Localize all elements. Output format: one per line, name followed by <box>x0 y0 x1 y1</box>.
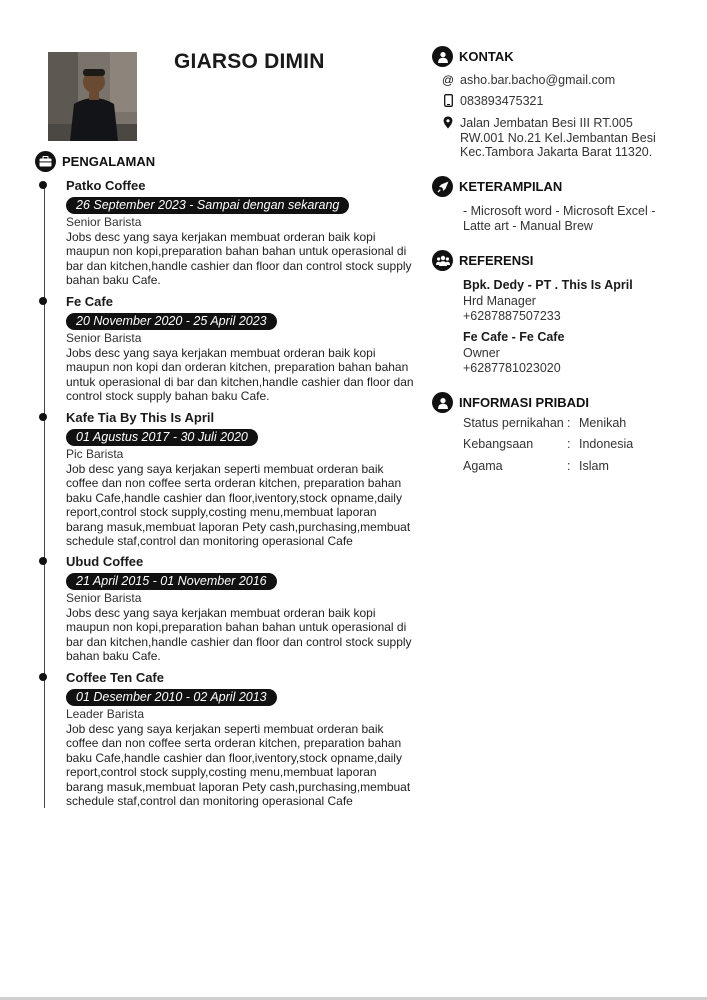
experience-title: PENGALAMAN <box>62 154 156 169</box>
job-description: Jobs desc yang saya kerjakan membuat orderan baik kopi maupun non kopi dan orderan kitchen, preparation bahan bahan untuk operasional di bar dan kitchen,handle cashier dan floor dan control stock supply bahan baku Cafe. <box>66 345 414 403</box>
user-icon <box>432 392 453 413</box>
job-role: Senior Barista <box>66 215 142 229</box>
at-sign-icon: @ <box>441 73 455 87</box>
period-badge: 26 September 2023 - Sampai dengan sekarang <box>66 197 349 214</box>
timeline-dot <box>39 557 47 565</box>
personal-row: Kebangsaan : Indonesia <box>463 437 634 451</box>
group-icon <box>432 250 453 271</box>
reference-details <box>463 346 561 375</box>
timeline-dot <box>39 297 47 305</box>
skills-title: KETERAMPILAN <box>459 179 563 194</box>
company-name: Patko Coffee <box>66 178 146 193</box>
period-badge: 21 April 2015 - 01 November 2016 <box>66 573 277 590</box>
job-role: Senior Barista <box>66 331 142 345</box>
experience-item <box>66 670 436 809</box>
references-header <box>432 250 533 271</box>
company-name: Kafe Tia By This Is April <box>66 410 215 425</box>
timeline-line <box>44 184 45 808</box>
timeline-dot <box>39 673 47 681</box>
contact-address <box>442 116 656 160</box>
experience-item <box>66 178 436 288</box>
profile-photo <box>48 52 137 141</box>
personal-row: Status pernikahan : Menikah <box>463 416 627 430</box>
period-badge: 20 November 2020 - 25 April 2023 <box>66 313 277 330</box>
phone-text: 083893475321 <box>460 94 544 108</box>
rocket-icon <box>432 176 453 197</box>
personal-header <box>432 392 589 413</box>
skills-list: - Microsoft word - Microsoft Excel - Latte art - Manual Brew <box>463 204 656 233</box>
job-description: Jobs desc yang saya kerjakan membuat orderan baik kopi maupun non kopi,preparation bahan bahan untuk operasional di bar dan kitchen,handle cashier dan floor dan control stock supply bahan baku Cafe. <box>66 229 412 287</box>
job-role: Leader Barista <box>66 707 145 721</box>
location-pin-icon <box>442 116 454 129</box>
reference-position: Owner <box>463 346 500 360</box>
briefcase-icon <box>35 151 56 172</box>
experience-item <box>66 554 436 664</box>
reference-name: Bpk. Dedy - PT . This Is April <box>463 278 633 292</box>
reference-phone: +6287781023020 <box>463 360 561 375</box>
job-role: Senior Barista <box>66 591 142 605</box>
timeline-dot <box>39 181 47 189</box>
contact-title: KONTAK <box>459 49 514 64</box>
experience-header <box>35 151 155 172</box>
job-role: Pic Barista <box>66 447 124 461</box>
references-title: REFERENSI <box>459 253 534 268</box>
address-text: Jalan Jembatan Besi III RT.005 RW.001 No.21 Kel.Jembantan Besi Kec.Tambora Jakarta Barat 11320. <box>460 116 656 159</box>
contact-header <box>432 46 514 67</box>
experience-item <box>66 410 436 549</box>
timeline-dot <box>39 413 47 421</box>
skills-header <box>432 176 562 197</box>
company-name: Coffee Ten Cafe <box>66 670 164 685</box>
period-badge: 01 Desember 2010 - 02 April 2013 <box>66 689 277 706</box>
company-name: Fe Cafe <box>66 294 113 309</box>
reference-name: Fe Cafe - Fe Cafe <box>463 330 565 344</box>
candidate-name: GIARSO DIMIN <box>174 50 325 73</box>
company-name: Ubud Coffee <box>66 554 144 569</box>
period-badge: 01 Agustus 2017 - 30 Juli 2020 <box>66 429 258 446</box>
personal-title: INFORMASI PRIBADI <box>459 395 589 410</box>
contact-phone[interactable] <box>442 94 543 109</box>
reference-phone: +6287887507233 <box>463 308 561 323</box>
reference-position: Hrd Manager <box>463 294 536 308</box>
contact-email[interactable] <box>442 73 615 88</box>
job-description: Job desc yang saya kerjakan seperti membuat orderan baik coffee dan non coffee serta orderan kitchen, preparation bahan baku Cafe,handle cashier dan floor,iventory,stock opname,daily report,control stock supply,costing menu,membuat laporan barang masuk,membuat laporan Pety cash,purchasing,membuat schedule staf,control dan monitoring operasional Cafe <box>66 461 411 548</box>
person-icon <box>432 46 453 67</box>
phone-icon <box>442 94 454 107</box>
job-description: Jobs desc yang saya kerjakan membuat orderan baik kopi maupun non kopi,preparation bahan bahan untuk operasional di bar dan kitchen,handle cashier dan floor dan control stock supply bahan baku Cafe. <box>66 605 412 663</box>
personal-row: Agama : Islam <box>463 459 609 473</box>
job-description: Job desc yang saya kerjakan seperti membuat orderan baik coffee dan non coffee serta orderan kitchen, preparation bahan baku Cafe,handle cashier dan floor,iventory,stock opname,daily report,control stock supply,costing menu,membuat laporan barang masuk,membuat laporan Pety cash,purchasing,membuat schedule staf,control dan monitoring operasional Cafe <box>66 721 411 808</box>
experience-item <box>66 294 436 404</box>
reference-details <box>463 294 561 323</box>
email-text: asho.bar.bacho@gmail.com <box>460 73 616 87</box>
